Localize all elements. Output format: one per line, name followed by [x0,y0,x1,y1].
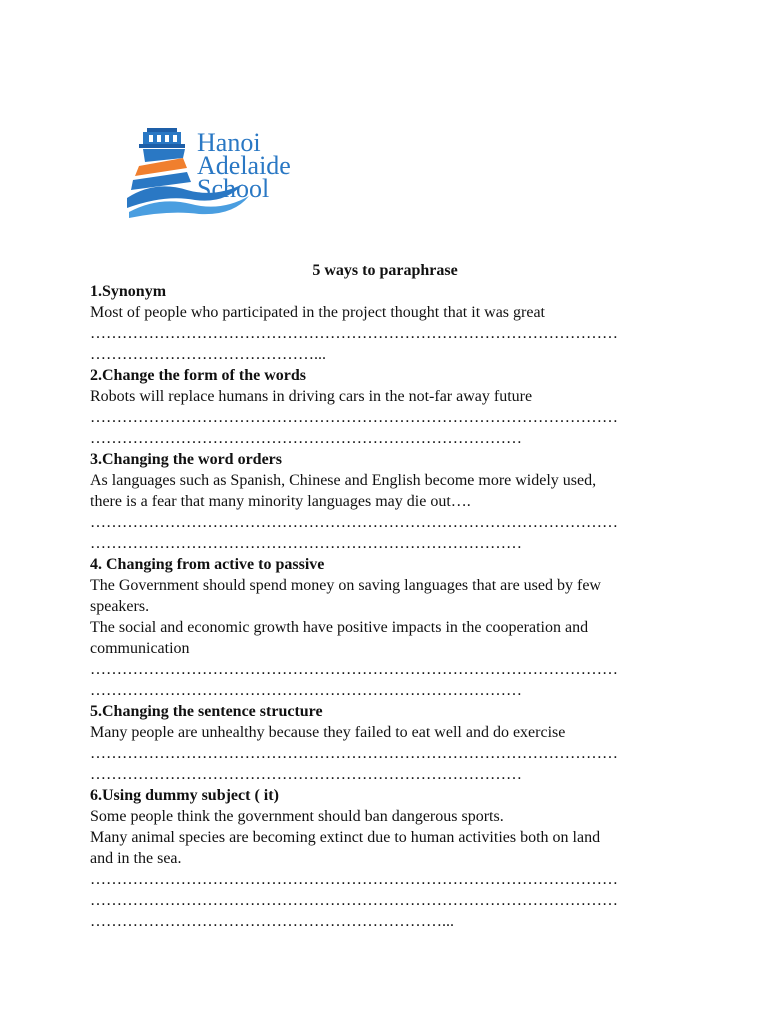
section-heading: 1.Synonym [90,283,167,300]
worksheet-body [90,260,680,932]
example-sentence: communication [90,640,190,657]
example-sentence: and in the sea. [90,850,182,867]
section-heading: 3.Changing the word orders [90,451,283,468]
example-sentence: Many animal species are becoming extinct due to human activities both on land [90,829,601,846]
answer-line[interactable]: ……………………………………... [90,346,326,363]
example-sentence: Most of people who participated in the project thought that it was great [90,304,545,321]
section-heading: 6.Using dummy subject ( it) [90,787,279,804]
section-heading: 4. Changing from active to passive [90,556,325,573]
answer-line[interactable]: ……………………………………………………………………… [90,682,522,699]
section-dummy-subject [90,785,680,932]
section-active-passive [90,554,680,701]
logo-text-adelaide: Adelaide [197,151,291,180]
answer-line[interactable]: ……………………………………………………………………………………… [90,409,618,426]
answer-line[interactable]: ……………………………………………………………………… [90,430,522,447]
example-sentence: speakers. [90,598,150,615]
section-synonym [90,281,680,365]
answer-line[interactable]: ……………………………………………………………………………………… [90,892,618,909]
answer-line[interactable]: ……………………………………………………………………………………… [90,661,618,678]
example-sentence: Some people think the government should ban dangerous sports. [90,808,504,825]
answer-line[interactable]: ……………………………………………………………………………………… [90,325,618,342]
answer-line[interactable]: ……………………………………………………………………………………… [90,871,618,888]
section-heading: 2.Change the form of the words [90,367,306,384]
example-sentence: The social and economic growth have positive impacts in the cooperation and [90,619,589,636]
logo-text-hanoi: Hanoi [197,128,261,157]
example-sentence: there is a fear that many minority languages may die out…. [90,493,471,510]
answer-line[interactable]: ……………………………………………………………………………………… [90,745,618,762]
page-title: 5 ways to paraphrase [312,262,458,279]
lighthouse-logo-icon [125,118,350,218]
answer-line[interactable]: ……………………………………………………………………… [90,766,522,783]
answer-line[interactable]: …………………………………………………………... [90,913,454,930]
example-sentence: The Government should spend money on saving languages that are used by few [90,577,601,594]
answer-line[interactable]: ……………………………………………………………………………………… [90,514,618,531]
example-sentence: Robots will replace humans in driving cars in the not-far away future [90,388,533,405]
answer-line[interactable]: ……………………………………………………………………… [90,535,522,552]
section-sentence-structure [90,701,680,785]
section-heading: 5.Changing the sentence structure [90,703,323,720]
example-sentence: As languages such as Spanish, Chinese and English become more widely used, [90,472,597,489]
section-word-order [90,449,680,554]
logo-text-school: School [197,174,270,203]
section-word-form [90,365,680,449]
example-sentence: Many people are unhealthy because they failed to eat well and do exercise [90,724,566,741]
school-logo [125,118,350,218]
